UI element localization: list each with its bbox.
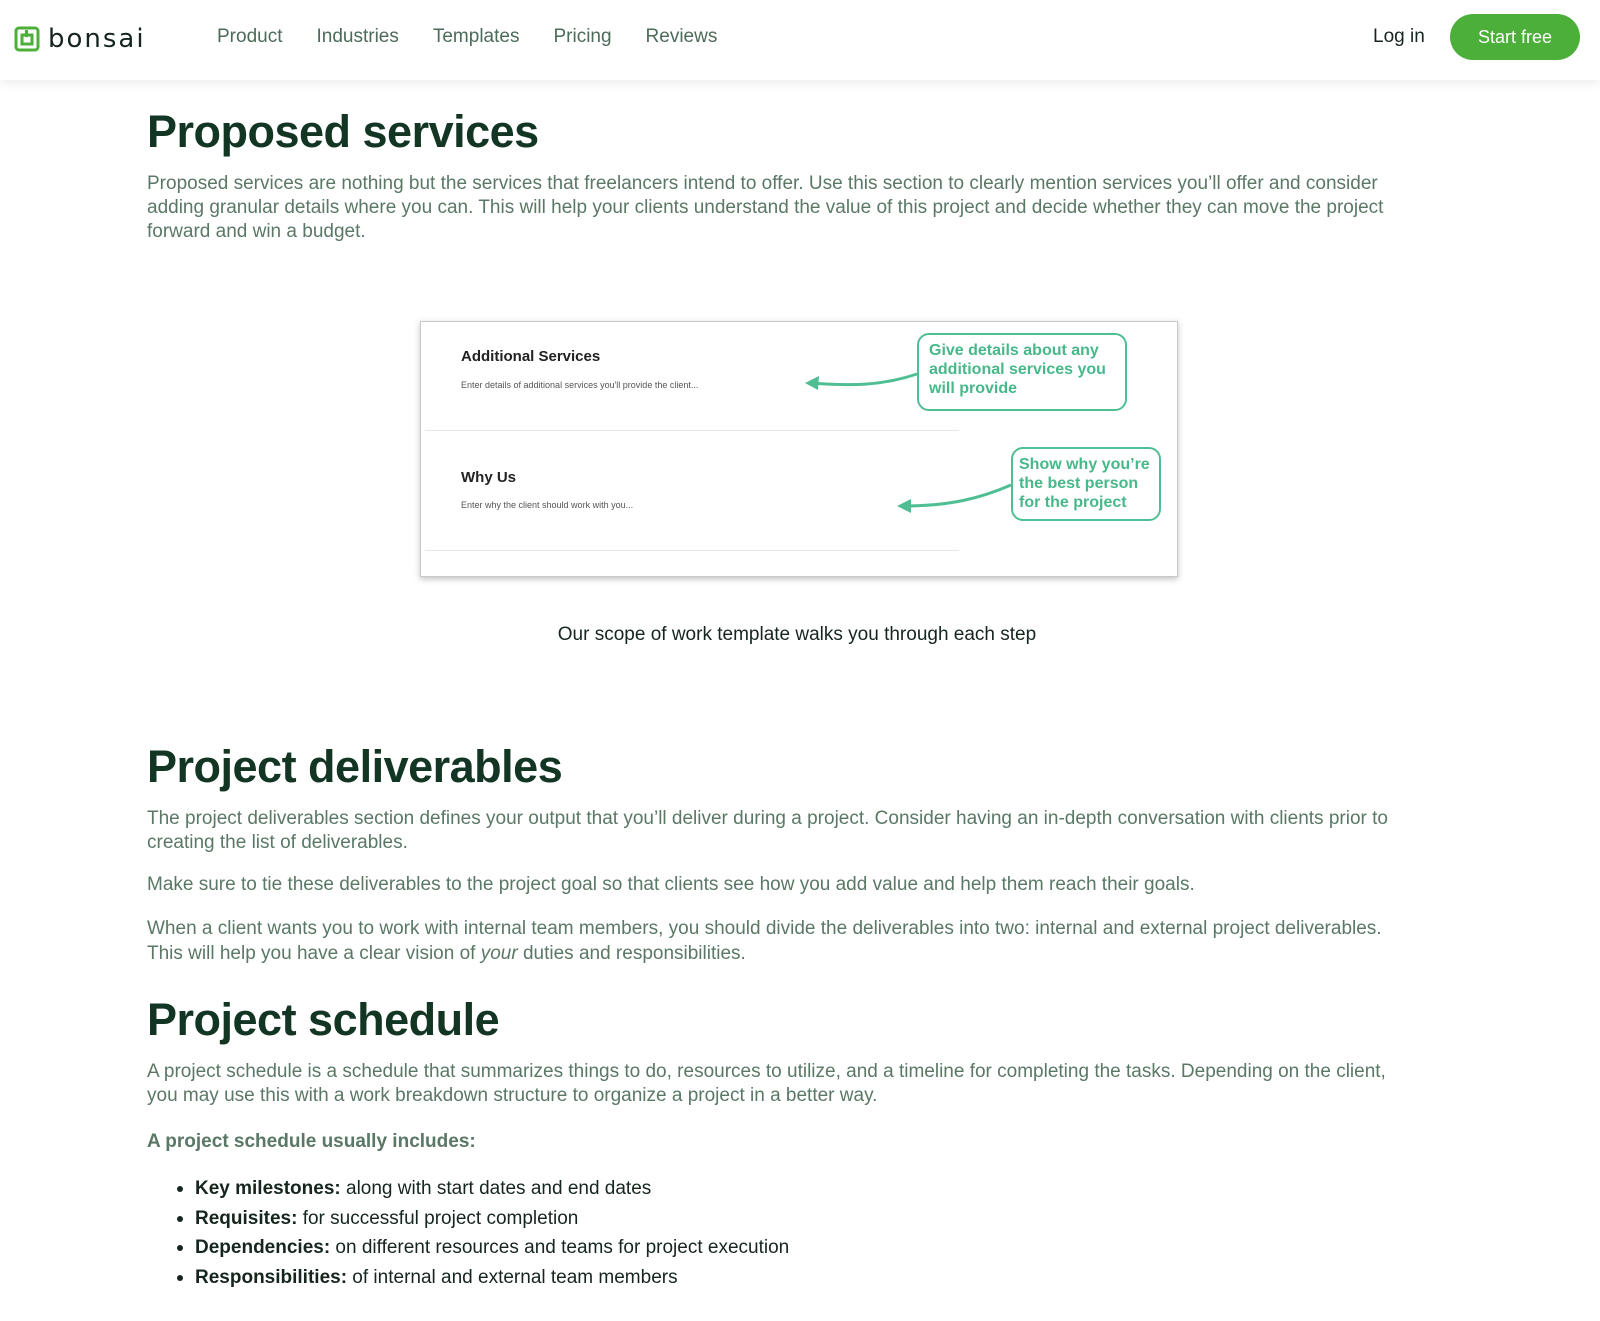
- proposed-services-heading: Proposed services: [147, 106, 539, 157]
- why-us-placeholder: Enter why the client should work with you...: [461, 500, 634, 510]
- list-item-text: on different resources and teams for project execution: [330, 1237, 790, 1258]
- additional-services-label: Additional Services: [461, 348, 601, 365]
- arrow-to-why-us: [903, 485, 1011, 506]
- project-schedule-heading: Project schedule: [147, 994, 500, 1045]
- bonsai-logo-icon: [14, 26, 40, 52]
- list-item-text: for successful project completion: [297, 1207, 579, 1229]
- login-link[interactable]: Log in: [1373, 26, 1425, 47]
- proposed-services-text: Proposed services are nothing but the services that freelancers intend to offer. Use this section to clearly mention services you’ll offer and consider adding granular details where you can. This will help your clients understand the value of this project and decide whether they can move the project forward and win a budget.: [147, 173, 1384, 242]
- bonsai-logo[interactable]: [14, 24, 146, 54]
- nav-product[interactable]: Product: [217, 26, 283, 47]
- figure-caption: Our scope of work template walks you through each step: [557, 624, 1037, 645]
- callout-why-us: Show why you’re the best person for the project: [1011, 447, 1161, 521]
- top-navbar: [0, 0, 1600, 80]
- start-free-button[interactable]: Start free: [1450, 14, 1580, 60]
- why-us-label: Why Us: [461, 469, 517, 486]
- arrow-to-additional-services: [811, 374, 917, 385]
- nav-industries[interactable]: Industries: [316, 26, 399, 47]
- project-deliverables-heading: Project deliverables: [147, 741, 563, 792]
- nav-pricing[interactable]: Pricing: [553, 26, 612, 47]
- figure-divider: [425, 430, 959, 431]
- nav-reviews[interactable]: Reviews: [645, 26, 718, 47]
- deliverables-paragraph-3: [147, 916, 1417, 966]
- arrowhead-additional-services: [805, 376, 819, 390]
- deliverables-paragraph-2: Make sure to tie these deliverables to the project goal so that clients see how you add value and help them reach their goals.: [147, 874, 1195, 895]
- nav-templates[interactable]: Templates: [432, 26, 520, 47]
- deliverables-p3-emphasis: your: [480, 943, 518, 964]
- list-item-text: along with start dates and end dates: [340, 1178, 652, 1199]
- brand-name: bonsai: [48, 24, 146, 54]
- main-nav: [217, 26, 751, 48]
- list-item-text: of internal and external team members: [347, 1266, 678, 1288]
- arrowhead-why-us: [897, 499, 911, 513]
- list-item: [195, 1174, 789, 1204]
- figure-divider: [425, 550, 959, 551]
- list-item: [195, 1263, 789, 1293]
- deliverables-p3-end: duties and responsibilities.: [517, 943, 746, 964]
- list-item-term: Dependencies:: [195, 1237, 331, 1258]
- list-item: [195, 1233, 789, 1263]
- additional-services-placeholder: Enter details of additional services you'll provide the client...: [461, 380, 699, 390]
- deliverables-paragraph-1: The project deliverables section defines your output that you’ll deliver during a project. Consider having an in-depth conversation with clients prior to creating the list of deliverables.: [147, 808, 1388, 853]
- deliverables-p3-start: When a client wants you to work with internal team members, you should divide the deliverables into two: internal and external project deliverables. This will help you have a clear vision of: [147, 918, 1382, 964]
- list-item-term: Requisites:: [195, 1207, 298, 1229]
- callout-additional-services: Give details about any additional services you will provide: [917, 333, 1127, 411]
- project-schedule-text: A project schedule is a schedule that summarizes things to do, resources to utilize, and a timeline for completing the tasks. Depending on the client, you may use this with a work breakdown structure to organize a project in a better way.: [147, 1061, 1386, 1106]
- schedule-list: [147, 1174, 789, 1292]
- list-item: [195, 1204, 789, 1234]
- list-item-term: Responsibilities:: [195, 1266, 348, 1288]
- schedule-list-intro: A project schedule usually includes:: [147, 1131, 476, 1152]
- scope-template-screenshot: [420, 321, 1178, 577]
- list-item-term: Key milestones:: [195, 1178, 341, 1199]
